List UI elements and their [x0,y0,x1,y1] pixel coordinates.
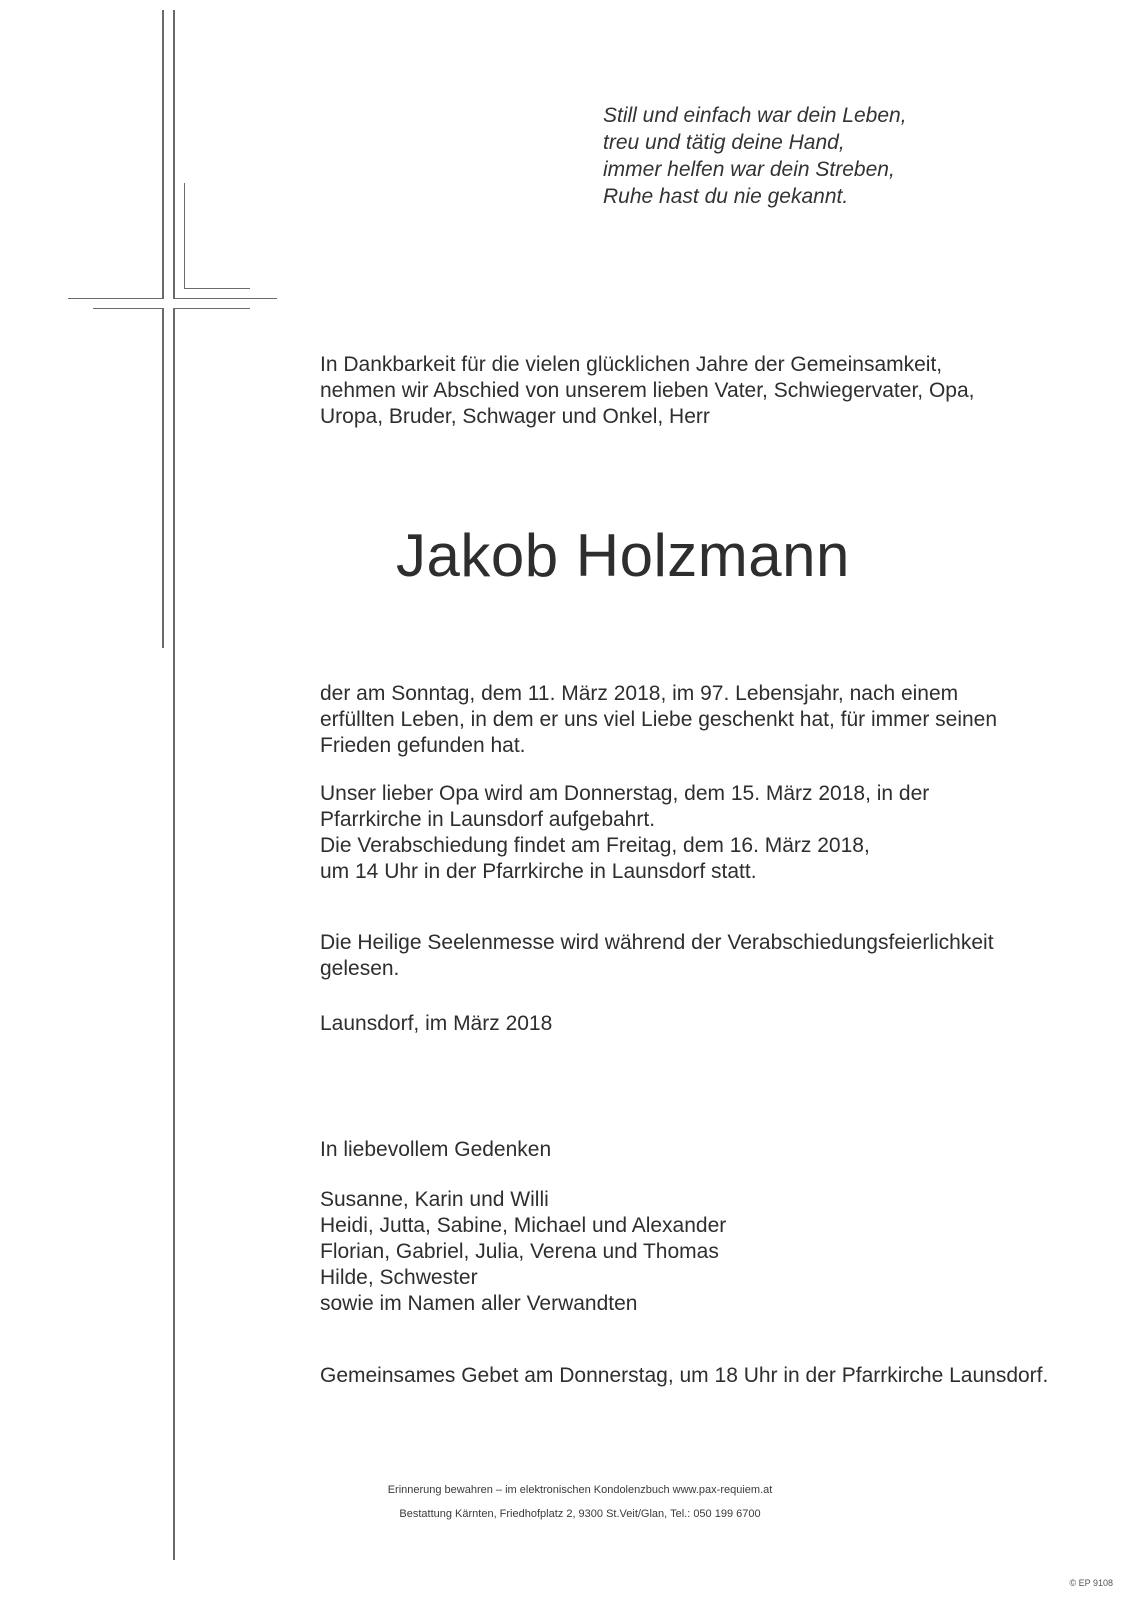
prayer-notice [320,1363,1080,1389]
remembrance-heading-block [320,1137,1080,1163]
intro-line: nehmen wir Abschied von unserem lieben Vater, Schwiegervater, Opa, [320,379,975,402]
intro-paragraph [320,352,1080,430]
viewing-line: Unser lieber Opa wird am Donnerstag, dem 15. März 2018, in der [320,782,930,805]
cross-upper-right-vertical [173,10,175,299]
cross-left-lower-horizontal [93,308,163,309]
death-notice-line: erfüllten Leben, in dem er uns viel Liebe geschenkt hat, für immer seinen [320,708,998,731]
poem-line: immer helfen war dein Streben, [603,158,895,181]
mourners-list [320,1187,1080,1317]
cross-upper-left-vertical [162,10,164,299]
cross-lower-left-vertical [162,308,164,648]
cross-right-upper-short-horizontal [184,288,250,289]
viewing-line: um 14 Uhr in der Pfarrkirche in Launsdorf statt. [320,860,757,883]
viewing-line: Pfarrkirche in Launsdorf aufgebahrt. [320,808,656,831]
intro-line: Uropa, Bruder, Schwager und Onkel, Herr [320,405,710,428]
mourner-line: Susanne, Karin und Willi [320,1188,549,1211]
mourner-line: Hilde, Schwester [320,1266,478,1289]
mourner-line: sowie im Namen aller Verwandten [320,1292,638,1315]
footer-funeral-home: Bestattung Kärnten, Friedhofplatz 2, 9300 St.Veit/Glan, Tel.: 050 199 6700 [399,1508,761,1520]
mass-line: Die Heilige Seelenmesse wird während der Verabschiedungsfeierlichkeit [320,931,994,954]
cross-lower-right-vertical [173,308,175,1560]
mourner-line: Heidi, Jutta, Sabine, Michael und Alexander [320,1214,727,1237]
viewing-paragraph [320,781,1080,885]
death-notice-line: der am Sonntag, dem 11. März 2018, im 97. Lebensjahr, nach einem [320,682,959,705]
document-code: © EP 9108 [1069,1578,1113,1588]
cross-right-upper-short-vertical [184,183,185,289]
intro-line: In Dankbarkeit für die vielen glücklichen Jahre der Gemeinsamkeit, [320,353,943,376]
place-date-text: Launsdorf, im März 2018 [320,1012,553,1035]
viewing-line: Die Verabschiedung findet am Freitag, dem 16. März 2018, [320,834,870,857]
footer-condolence: Erinnerung bewahren – im elektronischen Kondolenzbuch www.pax-requiem.at [387,1484,773,1496]
remembrance-heading: In liebevollem Gedenken [320,1138,552,1161]
death-notice-line: Frieden gefunden hat. [320,734,526,757]
poem [603,102,1083,210]
cross-right-upper-horizontal [173,298,277,299]
mourner-line: Florian, Gabriel, Julia, Verena und Thomas [320,1240,719,1263]
mass-paragraph [320,930,1080,982]
cross-right-lower-horizontal [173,308,250,309]
poem-line: Ruhe hast du nie gekannt. [603,185,849,208]
poem-line: Still und einfach war dein Leben, [603,104,907,127]
place-date [320,1011,1080,1037]
deceased-name: Jakob Holzmann [396,522,850,589]
poem-line: treu und tätig deine Hand, [603,131,845,154]
death-notice-paragraph [320,681,1080,759]
prayer-text: Gemeinsames Gebet am Donnerstag, um 18 Uhr in der Pfarrkirche Launsdorf. [320,1364,1049,1387]
cross-left-upper-horizontal [68,298,164,299]
mass-line: gelesen. [320,957,400,980]
